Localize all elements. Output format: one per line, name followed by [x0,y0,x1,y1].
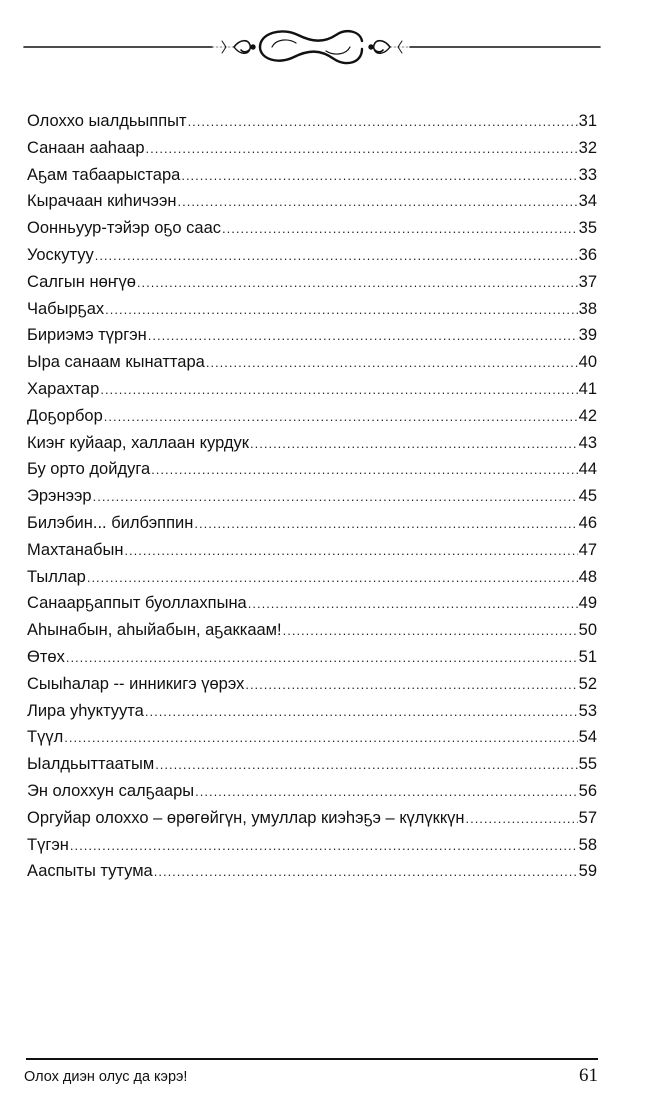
toc-dot-leader [145,699,578,726]
toc-entry [27,644,597,671]
toc-entry-page: 39 [578,326,597,345]
toc-dot-leader [87,565,578,592]
toc-entry-page: 56 [578,781,597,800]
toc-entry-page: 35 [578,219,597,238]
toc-entry-page: 36 [578,245,597,264]
toc-entry [27,832,597,859]
toc-entry-title: Сыыһалар -- инникигэ үөрэх [27,674,245,693]
toc-entry [27,751,597,778]
toc-dot-leader [194,511,577,538]
toc-entry-title: Олоххо ыалдьыппыт [27,112,187,130]
toc-dot-leader [245,672,577,699]
toc-entry-title: Ааспыты тутума [27,862,153,881]
toc-entry-title: Түүл [27,728,64,747]
toc-entry-title: Харахтар [27,379,100,398]
toc-dot-leader [146,136,578,163]
toc-entry-page: 44 [578,460,597,479]
toc-dot-leader [283,618,578,645]
toc-entry [27,483,597,510]
toc-entry [27,671,597,698]
toc-entry-page: 41 [578,379,597,398]
toc-entry [27,162,597,189]
toc-entry-page: 53 [578,701,597,720]
toc-entry-page: 37 [578,272,597,291]
toc-entry-title: Эн олоххун салҕаары [27,781,195,800]
toc-entry [27,778,597,805]
toc-entry [27,564,597,591]
toc-entry-title: Эрэнээр [27,487,92,506]
toc-entry-page: 50 [578,621,597,640]
toc-dot-leader [181,163,577,190]
toc-entry [27,108,597,135]
toc-entry-title: Киэҥ куйаар, халлаан курдук [27,433,250,452]
toc-entry-title: Уоскутуу [27,245,94,264]
footer-divider [26,1058,598,1060]
toc-entry-page: 33 [578,165,597,184]
toc-entry-title: Тыллар [27,567,86,586]
toc-dot-leader [95,243,578,270]
header-ornament [22,20,602,70]
toc-entry-page: 54 [578,728,597,747]
toc-dot-leader [70,833,578,860]
toc-entry [27,858,597,885]
toc-entry-page: 48 [578,567,597,586]
toc-dot-leader [148,323,578,350]
toc-entry [27,242,597,269]
toc-entry [27,510,597,537]
toc-entry [27,456,597,483]
footer-book-title: Олох диэн олус да кэрэ! [24,1069,188,1085]
toc-entry-page: 32 [578,138,597,157]
toc-dot-leader [93,484,578,511]
toc-entry-title: Түгэн [27,835,69,854]
toc-entry [27,724,597,751]
toc-entry-page: 38 [578,299,597,318]
toc-dot-leader [206,350,578,377]
toc-entry-title: Чабырҕах [27,299,105,318]
toc-entry-page: 51 [578,647,597,666]
toc-entry-page: 42 [578,406,597,425]
toc-entry-page: 55 [578,755,597,774]
toc-entry-title: Бириэмэ түргэн [27,326,147,345]
toc-entry [27,403,597,430]
footer-page-number: 61 [579,1065,598,1086]
toc-entry-page: 59 [578,862,597,881]
toc-entry-title: Оонньуур-тэйэр оҕо саас [27,219,222,238]
toc-entry-title: Махтанабын [27,540,124,559]
toc-entry-page: 34 [578,192,597,211]
toc-entry [27,215,597,242]
toc-entry-title: Салгын нөҥүө [27,272,136,291]
toc-entry [27,430,597,457]
toc-entry-title: Аҕам табаарыстара [27,165,181,184]
toc-dot-leader [177,189,577,216]
toc-dot-leader [105,297,577,324]
scroll-flourish-icon [24,31,600,63]
table-of-contents [27,108,597,885]
toc-entry-title: Санаарҕаппыт буоллахпына [27,594,247,613]
toc-dot-leader [222,216,578,243]
toc-entry-page: 45 [578,487,597,506]
toc-dot-leader [66,645,578,672]
toc-entry [27,617,597,644]
toc-entry-page: 49 [578,594,597,613]
toc-entry-page: 43 [578,433,597,452]
toc-dot-leader [64,725,577,752]
toc-entry [27,537,597,564]
toc-dot-leader [188,109,578,136]
toc-dot-leader [248,591,578,618]
toc-entry [27,376,597,403]
toc-entry [27,188,597,215]
toc-entry [27,296,597,323]
toc-dot-leader [151,457,577,484]
toc-entry [27,135,597,162]
toc-dot-leader [155,752,577,779]
toc-entry-page: 58 [578,835,597,854]
toc-entry-page: 47 [578,540,597,559]
toc-dot-leader [137,270,578,297]
toc-entry-title: Санаан ааһаар [27,138,145,157]
toc-entry-page: 46 [578,513,597,532]
toc-entry-page: 31 [578,112,597,130]
toc-entry-title: Өтөх [27,647,65,666]
toc-dot-leader [124,538,577,565]
toc-dot-leader [465,806,577,833]
toc-entry-title: Оргуйар олоххо – өрөгөйгүн, умуллар киэһэҕэ – күлүккүн [27,808,465,827]
toc-dot-leader [100,377,577,404]
toc-entry-title: Доҕорбор [27,406,103,425]
toc-entry-title: Аһынабын, аһыйабын, аҕаккаам! [27,621,282,640]
toc-entry-page: 52 [578,674,597,693]
toc-entry-title: Бу орто дойдуга [27,460,151,479]
toc-dot-leader [195,779,578,806]
toc-dot-leader [104,404,578,431]
toc-entry [27,349,597,376]
toc-entry-title: Ыалдьыттаатым [27,755,155,774]
toc-entry [27,590,597,617]
toc-entry [27,322,597,349]
toc-entry [27,805,597,832]
toc-entry-title: Билэбин... билбэппин [27,513,194,532]
toc-entry [27,269,597,296]
toc-entry [27,698,597,725]
toc-entry-page: 57 [578,808,597,827]
toc-entry-title: Лира уһуктуута [27,701,144,720]
toc-entry-title: Ыра санаам кынаттара [27,353,205,372]
toc-dot-leader [154,859,578,886]
toc-entry-page: 40 [578,353,597,372]
toc-dot-leader [250,431,578,458]
toc-entry-title: Кырачаан киһичээн [27,192,177,211]
